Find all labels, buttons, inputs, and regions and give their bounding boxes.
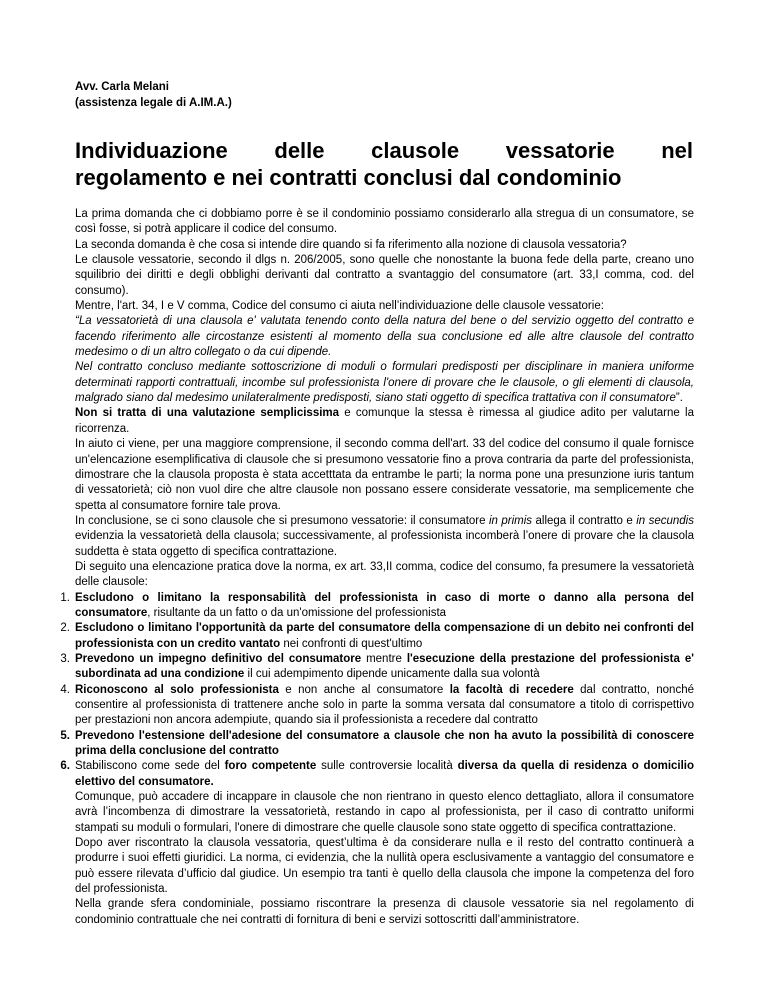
bold-text: l'esecuzione della prestazione del professionista e' subordinata ad una condizione (75, 652, 694, 681)
list-item (60, 591, 694, 622)
bold-text: diversa da quella di residenza o domicilio elettivo del consumatore. (75, 760, 695, 788)
paragraph: Di seguito una elencazione pratica dove la norma, ex art. 33,II comma, codice del consumo, fa presumere la vessatorietà delle clausole: (75, 560, 694, 589)
list-text: Stabiliscono come sede del (75, 760, 225, 773)
bold-text: Prevedono un impegno definitivo del consumatore (75, 652, 362, 665)
document-body (60, 207, 695, 928)
list-number: 1. (60, 591, 70, 604)
bold-text: Escludono o limitano l'opportunità da parte del consumatore della compensazione di un debito nei confronti del professionista con un credito vantato (75, 622, 694, 650)
italic-text: in secundis (636, 514, 694, 527)
title-line-1: Individuazione delle clausole vessatorie nel (75, 138, 693, 163)
paragraph-text: allega il contratto e (532, 514, 637, 527)
list-item (60, 683, 694, 729)
paragraph: Dopo aver riscontrato la clausola vessatoria, quest’ultima è da considerare nulla e il resto del contratto continuerà a produrre i suoi effetti giuridici. La norma, ci evidenzia, che la nullità opera esclusivamente a vantaggio del consumatore e può essere rilevata d’ufficio dal giudice. Un esempio tra tanti è quello della clausola che impone la competenza del foro del professionista. (75, 837, 694, 896)
bold-text: foro competente (224, 760, 317, 773)
quote-text: “La vessatorietà di una clausola e' valutata tenendo conto della natura del bene o del servizio oggetto del contratto e facendo riferimento alle circostanze esistenti al momento della sua conclusione ed alle altre clausole del contratto medesimo o di un altro collegato o da cui dipende. (75, 315, 694, 359)
quote-paragraph (75, 314, 694, 360)
paragraph: La prima domanda che ci dobbiamo porre è se il condominio possiamo considerarlo alla stregua di un consumatore, se così fosse, si potrà applicare il codice del consumo. (75, 208, 694, 236)
list-item (60, 652, 694, 683)
document-title (75, 137, 693, 191)
bold-text: Prevedono l'estensione dell'adesione del consumatore a clausole che non ha avuto la possibilità di conoscere prima della conclusione del contratto (75, 729, 694, 758)
paragraph-text: In conclusione, se ci sono clausole che si presumono vessatorie: il consumatore (75, 514, 489, 527)
paragraph (75, 406, 694, 437)
paragraph: La seconda domanda è che cosa si intende dire quando si fa riferimento alla nozione di clausola vessatoria? (75, 238, 627, 251)
list-text: , risultante da un fatto o da un'omissione del professionista (147, 606, 447, 619)
author-block (75, 79, 232, 111)
list-item (60, 621, 694, 652)
paragraph: Nella grande sfera condominiale, possiamo riscontrare la presenza di clausole vessatorie sia nel regolamento di condominio contrattuale che nei contratti di fornitura di beni e servizi sottoscritti dall’amministratore. (75, 898, 694, 926)
paragraph: In aiuto ci viene, per una maggiore comprensione, il secondo comma dell'art. 33 del codice del consumo il quale fornisce un'elencazione esemplificativa di clausole che si presumono vessatorie fino a prova contraria da parte del professionista, dimostrare che la clausola proposta è stata accetttata da entrambe le parti; la norma pone una presunzione iuris tantum di vessatorietà; ciò non vuol dire che altre clausole non possano essere considerate vessatorie, ma semplicemente che spetta al consumatore fornire tale prova. (75, 438, 694, 512)
list-number: 5. (60, 729, 70, 742)
clauses-list (60, 591, 695, 790)
list-number: 4. (60, 683, 70, 696)
italic-text: in primis (488, 514, 533, 527)
bold-text: Riconoscono al solo professionista (75, 683, 279, 696)
list-text: mentre (361, 652, 407, 665)
list-number: 6. (60, 760, 70, 773)
title-line-2: regolamento e nei contratti conclusi dal condominio (75, 165, 622, 190)
list-item (60, 759, 695, 790)
author-role: (assistenza legale di A.IM.A.) (75, 97, 232, 109)
list-number: 2. (60, 622, 70, 635)
bold-text: la facoltà di recedere (449, 683, 574, 696)
list-text: e non anche al consumatore (278, 683, 450, 696)
list-text: dal contratto, nonché consentire al professionista di trattenere anche solo in parte la somma versata dal consumatore a titolo di corrispettivo per prestazioni non ancora adempiute, quando sia il professionista a recedere dal contratto (75, 683, 694, 727)
paragraph: Comunque, può accadere di incappare in clausole che non rientrano in questo elenco dettagliato, allora il consumatore avrà l’incombenza di dimostrare la vessatorietà, restando in capo al professionista, per il caso di contratto uniformi stampati su moduli o formulari, l'onere di dimostrare che quelle clausole sono state oggetto di specifica contrattazione. (75, 791, 694, 834)
paragraph (75, 514, 694, 560)
paragraph: Mentre, l'art. 34, I e V comma, Codice del consumo ci aiuta nell’individuazione delle clausole vessatorie: (75, 300, 604, 313)
list-text: nei confronti di quest'ultimo (280, 637, 423, 650)
quote-paragraph (75, 360, 694, 406)
quote-text: Nel contratto concluso mediante sottoscrizione di moduli o formulari predisposti per disciplinare in maniera uniforme determinati rapporti contrattuali, incombe sul professionista l'onere di provare che le clausole, o gli elementi di clausola, malgrado siano dal medesimo unilateralmente predisposti, siano stati oggetto di specifica trattativa con il consumatore (75, 361, 694, 405)
paragraph-text: e comunque la stessa è rimessa al giudice adito per valutarne la ricorrenza. (75, 407, 694, 435)
list-item (60, 729, 694, 760)
quote-end: ”. (675, 392, 683, 405)
author-name: Avv. Carla Melani (75, 81, 169, 93)
list-number: 3. (60, 652, 70, 665)
bold-text: Non si tratta di una valutazione semplicissima (75, 407, 340, 420)
paragraph: Le clausole vessatorie, secondo il dlgs n. 206/2005, sono quelle che nonostante la buona fede della parte, creano uno squilibrio dei diritti e degli obblighi derivanti dal contratto a svantaggio del consumatore (art. 33,I comma, cod. del consumo). (75, 254, 694, 297)
bold-text: Escludono o limitano la responsabilità del professionista in caso di morte o danno alla persona del consumatore (75, 591, 694, 619)
list-text: il cui adempimento dipende unicamente dalla sua volontà (244, 668, 540, 681)
paragraph-text: evidenzia la vessatorietà della clausola; successivamente, al professionista incomberà l’onere di provare che la clausola suddetta è stata oggetto di specifica contrattazione. (75, 530, 694, 558)
list-text: sulle controversie località (316, 760, 458, 773)
